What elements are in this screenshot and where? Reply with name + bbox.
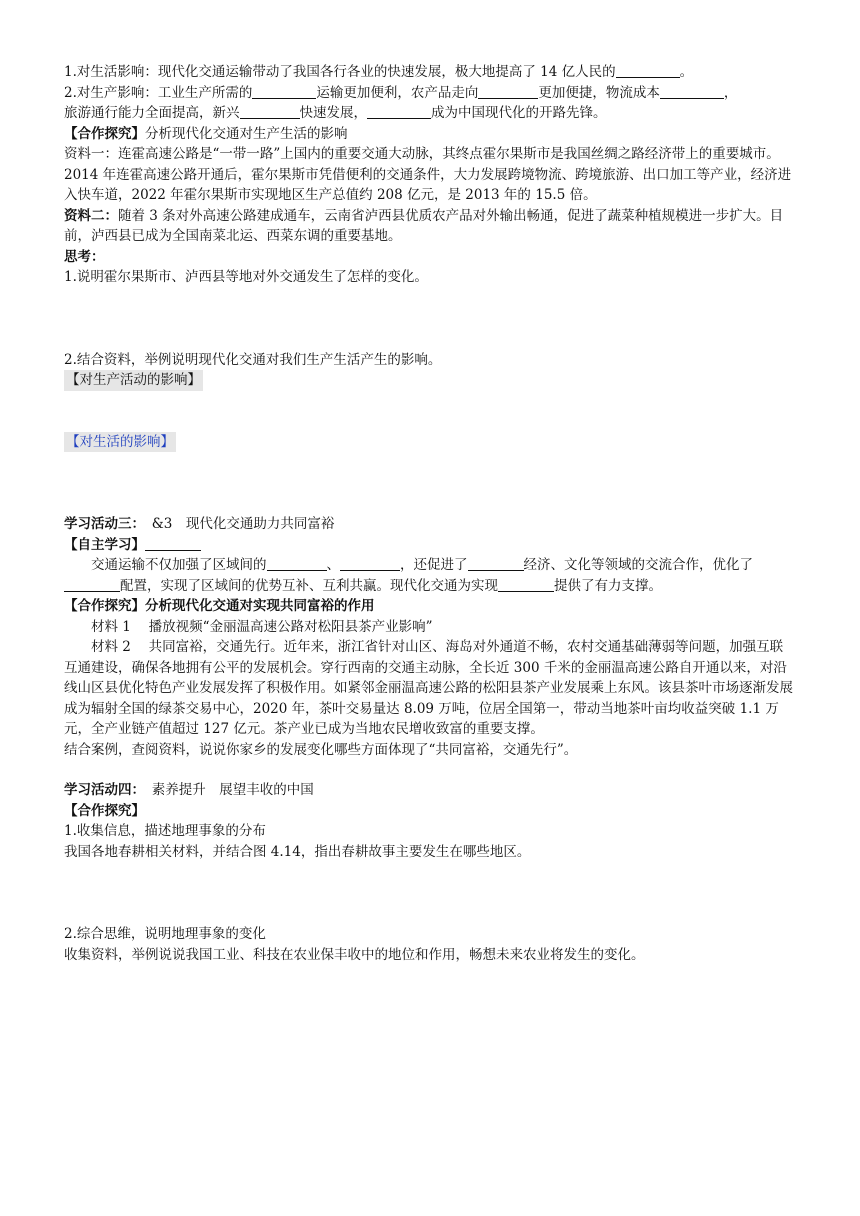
fill-blank[interactable] (367, 104, 431, 119)
answer-space[interactable] (64, 288, 796, 350)
answer-space[interactable] (64, 452, 796, 514)
production-tag-line (64, 370, 796, 391)
life-impact-line: 1.对生活影响：现代化交通运输带动了我国各行各业的快速发展，极大地提高了 14 亿人民的 。 (64, 64, 694, 80)
material-2: 材料 2 共同富裕，交通先行。近年来，浙江省针对山区、海岛对外通道不畅，农村交通基础薄弱等问题，加强互联互通建设，确保各地拥有公平的发展机会。穿行西南的交通主动脉，全长近 300 千米的金丽温高速公路自开通以来，对沿线山区县优化特色产业发展发挥了积极作用。如紧邻金丽温高速公路的松阳县茶产业发展乘上东风。该县茶叶市场逐渐发展成为辐射全国的绿茶交易中心，2020 年，茶叶交易量达 8.09 万吨，位居全国第一，带动当地茶叶亩均收益突破 1.1 万元，全产业链产值超过 127 亿元。茶产业已成为当地农民增收致富的重要支撑。 (64, 639, 793, 737)
section-1-title: 1.收集信息，描述地理事象的分布 (64, 823, 266, 839)
activity-four-heading: 学习活动四： 素养提升 展望丰收的中国 (64, 782, 314, 798)
fill-blank[interactable] (468, 556, 524, 571)
answer-space[interactable] (64, 862, 796, 924)
self-study-heading: 【自主学习】 (64, 535, 796, 556)
fill-blank[interactable] (145, 536, 201, 551)
question-1: 1.说明霍尔果斯市、泸西县等地对外交通发生了怎样的变化。 (64, 269, 428, 285)
case-question: 结合案例，查阅资料，说说你家乡的发展变化哪些方面体现了“共同富裕，交通先行”。 (64, 741, 578, 758)
production-impact-line: 2.对生产影响：工业生产所需的 运输更加便利，农产品走向 更加便捷，物流成本 ， (64, 84, 738, 101)
section-2-task: 收集资料，举例说说我国工业、科技在农业保丰收中的地位和作用，畅想未来农业将发生的变化。 (64, 946, 645, 963)
fill-blank[interactable] (340, 556, 400, 571)
section-1-task: 我国各地春耕相关材料，并结合图 4.14，指出春耕故事主要发生在哪些地区。 (64, 843, 531, 860)
fill-blank[interactable] (64, 577, 120, 592)
fill-blank[interactable] (240, 104, 300, 119)
production-impact-line-2: 旅游通行能力全面提高，新兴 快速发展， 成为中国现代化的开路先锋。 (64, 105, 607, 121)
fill-blank[interactable] (660, 84, 724, 99)
answer-space[interactable] (64, 391, 796, 432)
activity-three-heading: 学习活动三： &3 现代化交通助力共同富裕 (64, 516, 335, 532)
spacer (64, 760, 796, 780)
life-tag-line (64, 432, 796, 453)
fill-blank[interactable] (252, 84, 316, 99)
coop-heading: 【合作探究】分析现代化交通对生产生活的影响 (64, 125, 348, 142)
coop-heading-3: 【合作探究】 (64, 802, 145, 819)
material-one: 资料一：连霍高速公路是“一带一路”上国内的重要交通大动脉，其终点霍尔果斯市是我国丝绸之路经济带上的重要城市。2014 年连霍高速公路开通后，霍尔果斯市凭借便利的交通条件，大力发展跨境物流、跨境旅游、出口加工等产业，经济进入快车道，2022 年霍尔果斯市实现地区生产总值约 208 亿元，是 2013 年的 15.5 倍。 (64, 146, 792, 203)
production-tag: 【对生产活动的影响】 (64, 370, 203, 391)
question-2: 2.结合资料，举例说明现代化交通对我们生产生活产生的影响。 (64, 351, 442, 368)
fill-blank[interactable] (616, 63, 680, 78)
worksheet (64, 62, 796, 965)
life-tag: 【对生活的影响】 (64, 432, 176, 453)
material-two: 资料二：随着 3 条对外高速公路建成通车，云南省泸西县优质农产品对外输出畅通，促进了蔬菜种植规模进一步扩大。目前，泸西县已成为全国南菜北运、西菜东调的重要基地。 (64, 207, 784, 244)
fill-blank[interactable] (498, 577, 554, 592)
fill-blank[interactable] (478, 84, 538, 99)
think-heading: 思考： (64, 248, 105, 265)
section-2-title: 2.综合思维，说明地理事象的变化 (64, 926, 266, 942)
material-1: 材料 1 播放视频“金丽温高速公路对松阳县茶产业影响” (91, 618, 433, 635)
self-study-paragraph: 交通运输不仅加强了区域间的 、 ，还促进了 经济、文化等领域的交流合作，优化了配置，实现了区域间的优势互补、互利共赢。现代化交通为实现 提供了有力支撑。 (64, 555, 796, 596)
fill-blank[interactable] (267, 556, 327, 571)
coop-heading-2: 【合作探究】分析现代化交通对实现共同富裕的作用 (64, 598, 375, 614)
